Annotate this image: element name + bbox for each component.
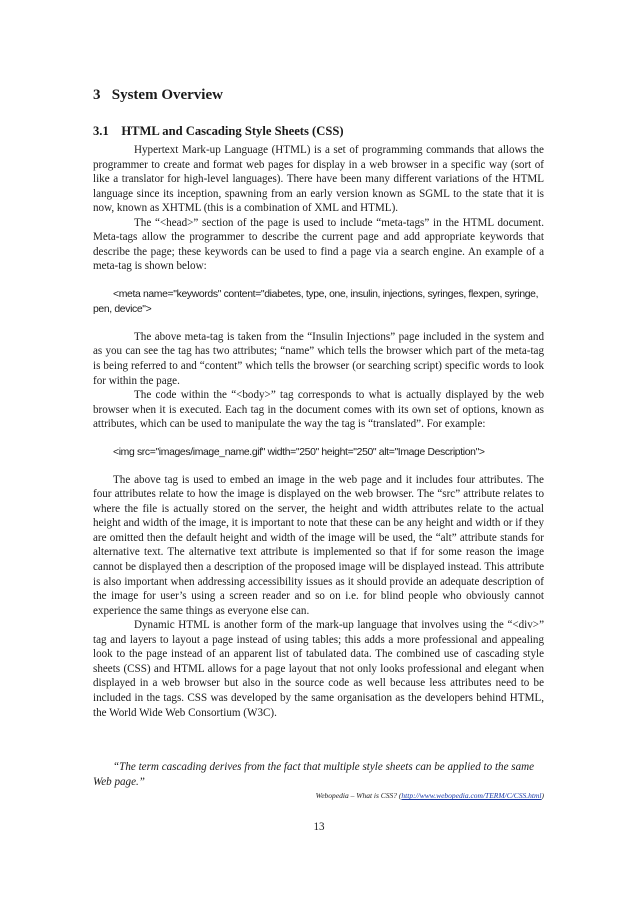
section-heading <box>93 86 544 104</box>
paragraph-body-tag: The code within the “<body>” tag corresponds to what is actually displayed by the web browser when it is executed. Each tag in the document comes with its own set of options, known as attributes, which can be used to manipulate the way the tag is “translated”. For example: <box>93 389 544 431</box>
page-number: 13 <box>313 821 325 833</box>
citation-prefix: Webopedia – What is CSS? ( <box>315 791 402 801</box>
page-content <box>93 86 544 801</box>
subsection-number: 3.1 <box>93 124 109 138</box>
subsection-title: HTML and Cascading Style Sheets (CSS) <box>121 124 344 138</box>
citation-suffix: ) <box>541 791 544 801</box>
paragraph-img-attributes: The above tag is used to embed an image in the web page and it includes four attributes. The four attributes relate to how the image is displayed on the web browser. The “src” attribute relates to where the file is actually stored on the server, the height and width attributes relate to the actual height and width of the image, it is important to note that these can be any height and width or if they are omitted then the default height and width of the image will be used, the “alt” attribute stands for alternative text. The alternative text attribute is implemented so that if for some reason the image cannot be displayed then a description of the proposed image will be displayed instead. This attribute is also important when addressing accessibility issues as it should provide an adequate description of the image for user’s using a screen reader and so on i.e. for blind people who obviously cannot experience the same things as everyone else can. <box>93 473 544 617</box>
code-img-tag: <img src="images/image_name.gif" width="250" height="250" alt="Image Description"> <box>113 446 485 458</box>
paragraph-meta-explanation: The above meta-tag is taken from the “Insulin Injections” page included in the system and as you can see the tag has two attributes; “name” which tells the browser which part of the meta-tag is being referred to and “content” which tells the browser (or searching script) specific words to look for within the page. <box>93 330 544 387</box>
section-title: System Overview <box>111 87 223 103</box>
citation-link[interactable]: http://www.webopedia.com/TERM/C/CSS.html <box>401 791 542 801</box>
paragraph-head-section: The “<head>” section of the page is used to include “meta-tags” in the HTML document. Meta-tags allow the programmer to describe the current page and add appropriate keywords that describe the page; these keywords can be used to find a page via a search engine. An example of a meta-tag is shown below: <box>93 216 544 273</box>
paragraph-html-intro: Hypertext Mark-up Language (HTML) is a set of programming commands that allows the programmer to create and format web pages for display in a web browser in a specific way (sort of like a translator for high-level languages). There have been many different variations of the HTML language since its inception, spawning from an early version known as SGML to the state that it is now, known as XHTML (this is a combination of XML and HTML). <box>93 144 544 215</box>
section-number: 3 <box>93 87 101 103</box>
subsection-heading <box>93 123 544 139</box>
code-meta-tag: <meta name="keywords" content="diabetes, type, one, insulin, injections, syringes, flexpen, syringe, pen, device"> <box>93 288 539 315</box>
css-quote: “The term cascading derives from the fact that multiple style sheets can be applied to the same Web page.” <box>93 761 535 788</box>
paragraph-dynamic-html: Dynamic HTML is another form of the mark-up language that involves using the “<div>” tag and layers to layout a page instead of using tables; this adds a more professional and appealing look to the page instead of an apparent list of tabulated data. The combined use of cascading style sheets (CSS) and HTML allows for a page layout that not only looks professional and elegant when displayed in a web browser but also in the source code as well because less attributes need to be included in the tags. CSS was developed by the same organisation as the developers behind HTML, the World Wide Web Consortium (W3C). <box>93 619 544 719</box>
quote-citation <box>93 791 544 801</box>
